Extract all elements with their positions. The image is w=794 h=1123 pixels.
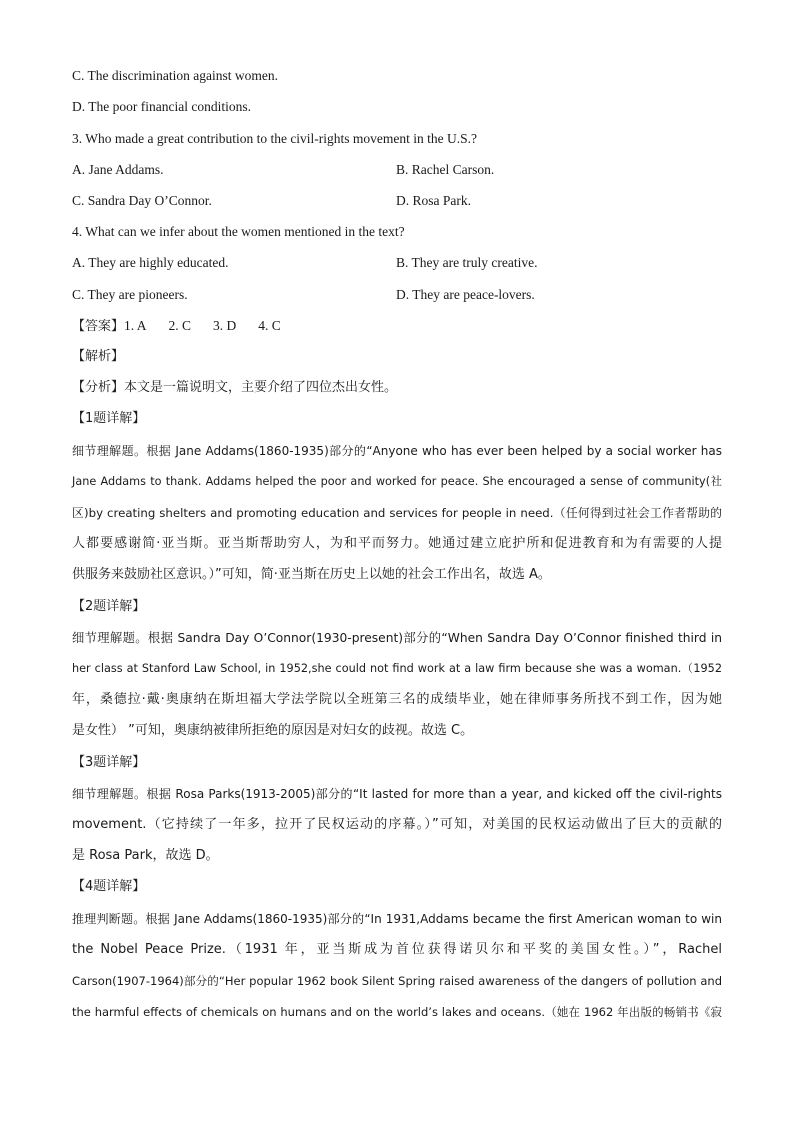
detail-4-line: the Nobel Peace Prize.（1931 年，亚当斯成为首位获得诺贝尔和平奖的美国女性。）”，Rachel (72, 942, 722, 957)
answer-line (72, 316, 722, 337)
detail-2-line: 年，桑德拉·戴·奥康纳在斯坦福大学法学院以全班第三名的成绩毕业，她在律师事务所找不到工作，因为她 (72, 692, 722, 707)
answer-item: 4. C (258, 318, 281, 333)
summary-text: 【分析】本文是一篇说明文，主要介绍了四位杰出女性。 (72, 380, 398, 395)
option-4d: D. They are peace-lovers. (396, 287, 535, 302)
option-4a: A. They are highly educated. (72, 255, 229, 270)
answer-item: 1. A (124, 318, 147, 333)
detail-2-line: 细节理解题。根据 Sandra Day O’Connor(1930-present)部分的“When Sandra Day O’Connor finished third in (72, 631, 722, 645)
detail-3-line: 是 Rosa Park，故选 D。 (72, 848, 219, 863)
detail-4-heading: 【4题详解】 (72, 879, 146, 894)
option-2c: C. The discrimination against women. (72, 68, 278, 83)
detail-1-line: 供服务来鼓励社区意识。）”可知，简·亚当斯在历史上以她的社会工作出名，故选 A。 (72, 567, 551, 582)
detail-1-line: 人都要感谢简·亚当斯。亚当斯帮助穷人，为和平而努力。她通过建立庇护所和促进教育和为有需要的人提 (72, 536, 722, 551)
detail-2-line: her class at Stanford Law School, in 1952,she could not find work at a law firm because she was a woman.（1952 (72, 662, 722, 675)
option-2d: D. The poor financial conditions. (72, 99, 251, 114)
option-4b: B. They are truly creative. (396, 255, 538, 270)
detail-1-heading: 【1题详解】 (72, 411, 146, 426)
answer-item: 2. C (168, 318, 192, 333)
question-4: 4. What can we infer about the women mentioned in the text? (72, 224, 405, 239)
answer-label: 【答案】 (72, 319, 125, 334)
detail-4-line: 推理判断题。根据 Jane Addams(1860-1935)部分的“In 1931,Addams became the first American woman to win (72, 912, 722, 926)
option-3b: B. Rachel Carson. (396, 162, 495, 177)
option-row-3cd (72, 191, 722, 211)
detail-4-line: Carson(1907-1964)部分的“Her popular 1962 book Silent Spring raised awareness of the dangers of pollution and (72, 974, 722, 988)
detail-2-line: 是女性） ”可知，奥康纳被律所拒绝的原因是对妇女的歧视。故选 C。 (72, 723, 474, 738)
detail-1-line: 细节理解题。根据 Jane Addams(1860-1935)部分的“Anyone who has ever been helped by a social worker has (72, 444, 722, 458)
detail-4-line: the harmful effects of chemicals on humans and on the world’s lakes and oceans.（她在 1962 年出版的畅销书《寂 (72, 1005, 722, 1019)
option-3a: A. Jane Addams. (72, 162, 164, 177)
detail-3-line: movement.（它持续了一年多，拉开了民权运动的序幕。）”可知，对美国的民权运动做出了巨大的贡献的 (72, 817, 722, 832)
answer-item: 3. D (213, 318, 237, 333)
option-row-4ab (72, 253, 722, 273)
question-3: 3. Who made a great contribution to the civil-rights movement in the U.S.? (72, 131, 478, 146)
detail-1-line: Jane Addams to thank. Addams helped the poor and worked for peace. She encouraged a sense of community(社 (72, 475, 722, 488)
option-3d: D. Rosa Park. (396, 193, 471, 208)
detail-3-line: 细节理解题。根据 Rosa Parks(1913-2005)部分的“It lasted for more than a year, and kicked off the civil-rights (72, 787, 722, 801)
detail-3-heading: 【3题详解】 (72, 755, 146, 770)
analysis-label: 【解析】 (72, 349, 125, 364)
detail-1-line: 区)by creating shelters and promoting education and services for people in need.（任何得到过社会工作者帮助的 (72, 506, 722, 520)
option-row-4cd (72, 285, 722, 305)
detail-2-heading: 【2题详解】 (72, 599, 146, 614)
option-4c: C. They are pioneers. (72, 287, 188, 302)
option-3c: C. Sandra Day O’Connor. (72, 193, 212, 208)
option-row-3ab (72, 160, 722, 180)
